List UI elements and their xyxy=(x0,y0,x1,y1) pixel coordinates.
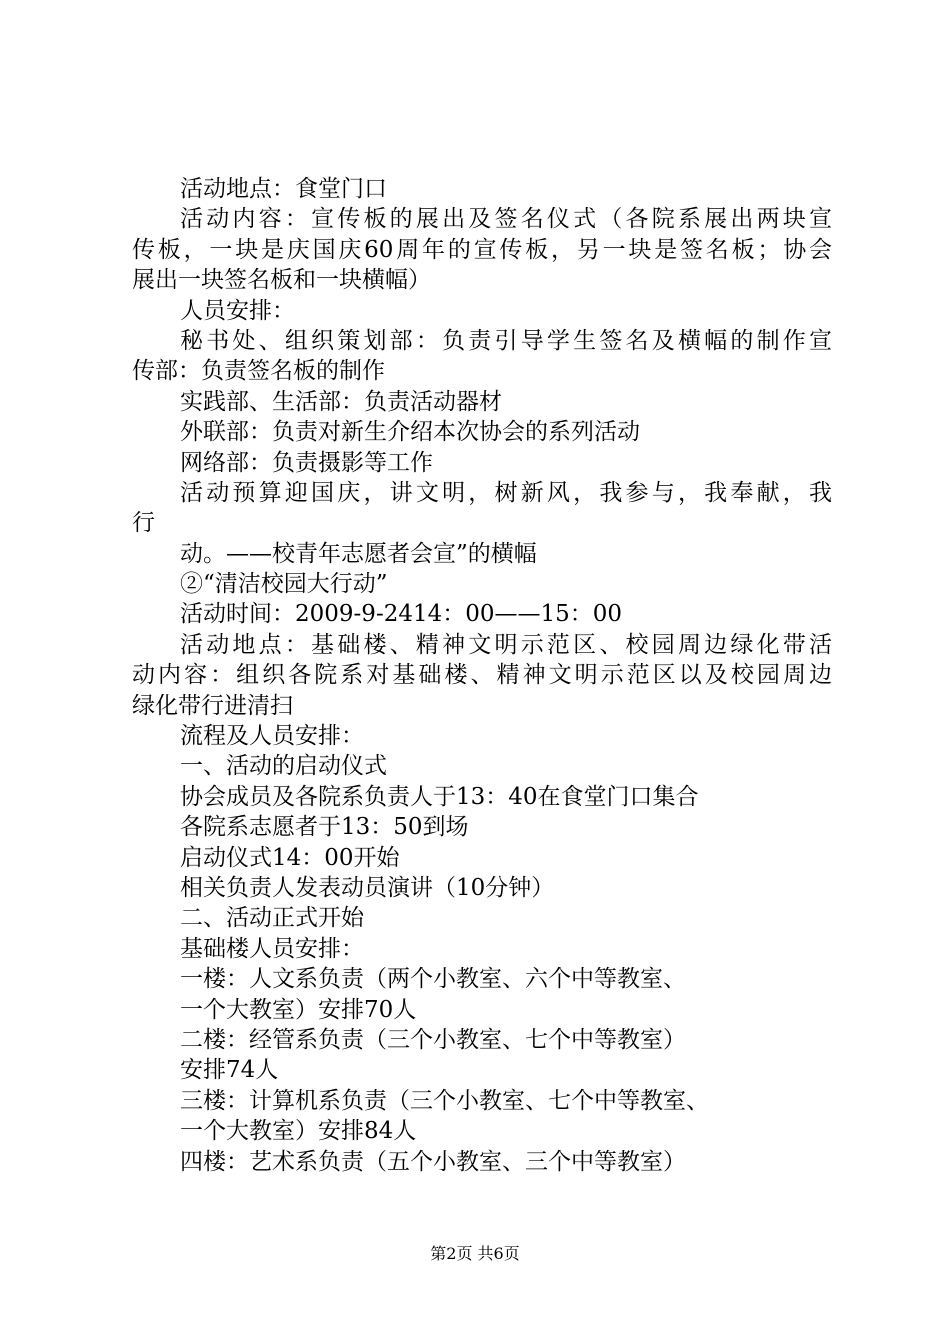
text-line: 传部：负责签名板的制作 xyxy=(132,358,385,385)
text-line: 人员安排： xyxy=(180,297,295,324)
text-line: 活动地点：食堂门口 xyxy=(180,176,387,202)
text-line: 外联部：负责对新生介绍本次协会的系列活动 xyxy=(180,419,640,446)
text-line: 一楼：人文系负责（两个小教室、六个中等教室、 xyxy=(180,966,686,993)
text-line: 三楼：计算机系负责（三个小教室、七个中等教室、 xyxy=(180,1087,709,1114)
text-line: 相关负责人发表动员演讲（10分钟） xyxy=(180,874,555,901)
text-line: 传板，一块是庆国庆60周年的宣传板，另一块是签名板；协会 xyxy=(132,236,832,263)
text-line: 二、活动正式开始 xyxy=(180,905,364,932)
text-line: 一个大教室）安排84人 xyxy=(180,1118,417,1145)
text-line: 活动时间：2009-9-2414：00——15：00 xyxy=(180,601,623,628)
text-line: 一个大教室）安排70人 xyxy=(180,996,417,1023)
text-line: 各院系志愿者于13：50到场 xyxy=(180,814,469,841)
text-line: 安排74人 xyxy=(180,1057,279,1084)
text-line: 基础楼人员安排： xyxy=(180,935,364,962)
text-line: 活动内容：宣传板的展出及签名仪式（各院系展出两块宣 xyxy=(180,206,832,233)
text-line: 协会成员及各院系负责人于13：40在食堂门口集合 xyxy=(180,783,699,810)
document-body xyxy=(132,174,832,1177)
text-line: 绿化带行进清扫 xyxy=(132,692,293,719)
text-line: 一、活动的启动仪式 xyxy=(180,753,387,780)
text-line: 秘书处、组织策划部：负责引导学生签名及横幅的制作宣 xyxy=(180,327,832,354)
text-line: 四楼：艺术系负责（五个小教室、三个中等教室） xyxy=(180,1148,686,1175)
text-line: ②“清洁校园大行动” xyxy=(180,571,388,598)
text-line: 流程及人员安排： xyxy=(180,723,364,750)
text-line: 展出一块签名板和一块横幅） xyxy=(132,267,431,294)
text-line: 二楼：经管系负责（三个小教室、七个中等教室） xyxy=(180,1026,686,1053)
page-footer: 第2页 共6页 xyxy=(430,1244,520,1263)
text-line: 动内容：组织各院系对基础楼、精神文明示范区以及校园周边 xyxy=(132,662,832,689)
text-line: 网络部：负责摄影等工作 xyxy=(180,449,433,476)
text-line: 活动预算迎国庆，讲文明，树新风，我参与，我奉献，我 xyxy=(180,479,832,506)
text-line: 实践部、生活部：负责活动器材 xyxy=(180,388,502,415)
text-line: 活动地点：基础楼、精神文明示范区、校园周边绿化带活 xyxy=(180,631,832,658)
text-line: 启动仪式14：00开始 xyxy=(180,844,400,871)
text-line: 动。——校青年志愿者会宣”的横幅 xyxy=(180,540,537,567)
text-line: 行 xyxy=(132,510,155,537)
